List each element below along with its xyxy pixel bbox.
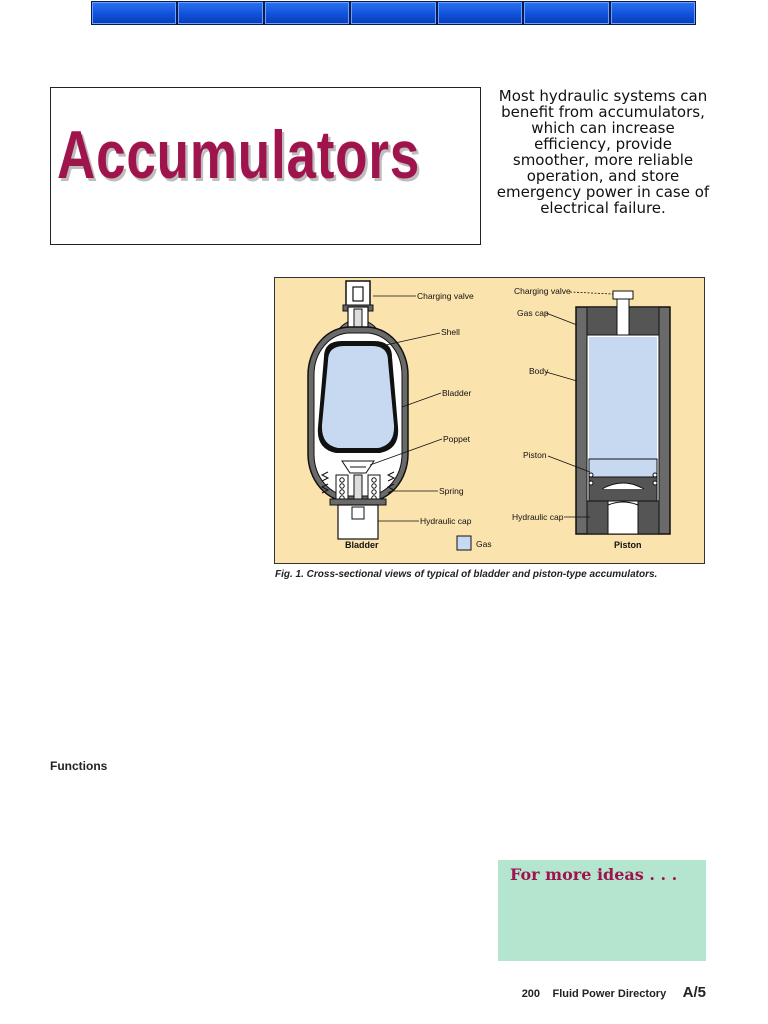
gas-legend-label: Gas — [476, 539, 492, 549]
piston-title: Piston — [614, 540, 642, 550]
label-body: Body — [529, 366, 549, 376]
nav-button-4[interactable] — [351, 2, 435, 24]
label-bladder-hydraulic-cap: Hydraulic cap — [420, 516, 472, 526]
label-poppet: Poppet — [443, 434, 470, 444]
figure-caption: Fig. 1. Cross-sectional views of typical of bladder and piston-type accumulators. — [275, 569, 658, 580]
gas-legend-swatch — [457, 536, 471, 550]
page-footer — [522, 984, 706, 1002]
accumulator-figure — [274, 277, 705, 564]
label-piston: Piston — [523, 450, 547, 460]
label-shell: Shell — [441, 327, 460, 337]
page-number: 200 — [521, 988, 541, 1000]
intro-text: Most hydraulic systems can benefit from accumulators, which can increase efficiency, provide smoother, more reliable operation, and store emergency power in case of electrical failure. — [496, 87, 710, 217]
nav-button-6[interactable] — [524, 2, 608, 24]
nav-button-1[interactable] — [92, 2, 176, 24]
label-piston-hydraulic-cap: Hydraulic cap — [512, 512, 564, 522]
label-piston-charging-valve: Charging valve — [514, 286, 571, 296]
sidebar-heading: For more ideas . . . — [510, 865, 678, 884]
label-gas-cap: Gas cap — [517, 308, 549, 318]
nav-button-7[interactable] — [611, 2, 695, 24]
section-heading-functions: Functions — [50, 759, 108, 773]
nav-button-2[interactable] — [178, 2, 262, 24]
page-title: Accumulators — [57, 117, 421, 193]
piston-accumulator-drawing — [576, 291, 670, 534]
publication-name: Fluid Power Directory — [552, 988, 667, 1000]
label-bladder-charging-valve: Charging valve — [417, 291, 474, 301]
bladder-title: Bladder — [345, 540, 379, 550]
label-spring: Spring — [439, 486, 464, 496]
nav-button-5[interactable] — [438, 2, 522, 24]
section-code: A/5 — [682, 984, 706, 1001]
label-bladder: Bladder — [442, 388, 472, 398]
more-ideas-sidebar — [498, 860, 706, 961]
top-navigation-bar — [91, 1, 696, 25]
nav-button-3[interactable] — [265, 2, 349, 24]
title-box — [50, 87, 481, 245]
